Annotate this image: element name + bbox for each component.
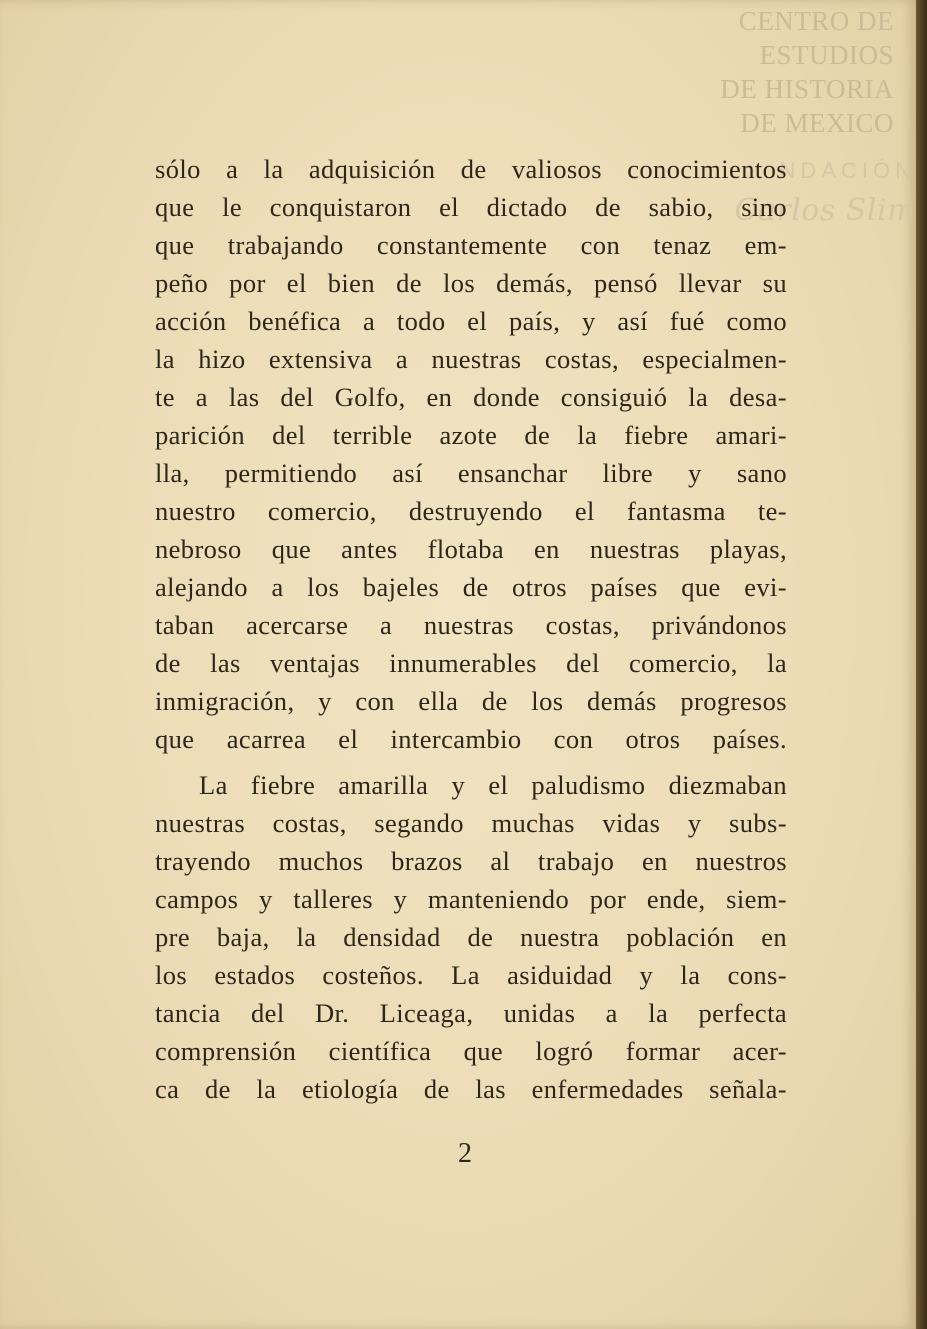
text-line: tancia del Dr. Liceaga, unidas a la perfecta — [155, 998, 787, 1028]
watermark-line: DE HISTORIA — [720, 74, 894, 104]
text-line: la hizo extensiva a nuestras costas, especialmen- — [155, 344, 787, 374]
text-line: te a las del Golfo, en donde consiguió la desa- — [155, 382, 787, 412]
text-line: alejando a los bajeles de otros países que evi- — [155, 572, 787, 602]
watermark-line: CENTRO DE — [738, 6, 894, 36]
page-edge — [916, 0, 927, 1329]
text-line: peño por el bien de los demás, pensó llevar su — [155, 268, 787, 298]
paragraph-1 — [155, 150, 787, 758]
paragraph-2 — [155, 766, 787, 1108]
text-line: que acarrea el intercambio con otros países. — [155, 724, 787, 754]
text-line: lla, permitiendo así ensanchar libre y sano — [155, 458, 787, 488]
text-line: taban acercarse a nuestras costas, privándonos — [155, 610, 787, 640]
text-line: de las ventajas innumerables del comercio, la — [155, 648, 787, 678]
text-line: comprensión científica que logró formar acer- — [155, 1036, 787, 1066]
text-line: nuestro comercio, destruyendo el fantasma te- — [155, 496, 787, 526]
watermark-fundacion: NDACIÓN — [779, 158, 916, 183]
text-line: sólo a la adquisición de valiosos conocimientos — [155, 154, 787, 184]
text-line: trayendo muchos brazos al trabajo en nuestros — [155, 846, 787, 876]
text-line: nebroso que antes flotaba en nuestras playas, — [155, 534, 787, 564]
text-line: La fiebre amarilla y el paludismo diezmaban — [199, 770, 787, 800]
text-line: pre baja, la densidad de nuestra población en — [155, 922, 787, 952]
text-line: parición del terrible azote de la fiebre amari- — [155, 420, 787, 450]
text-line: acción benéfica a todo el país, y así fué como — [155, 306, 787, 336]
text-line: los estados costeños. La asiduidad y la cons- — [155, 960, 787, 990]
text-line: inmigración, y con ella de los demás progresos — [155, 686, 787, 716]
text-line: nuestras costas, segando muchas vidas y subs- — [155, 808, 787, 838]
paragraph-gap — [155, 758, 787, 766]
text-line: que trabajando constantemente con tenaz em- — [155, 230, 787, 260]
text-line: que le conquistaron el dictado de sabio, sino — [155, 192, 787, 222]
watermark-signature: Carlos Slim — [734, 193, 916, 228]
body-text — [155, 150, 787, 1108]
watermark-line: DE MEXICO — [740, 108, 894, 138]
text-line: campos y talleres y manteniendo por ende, siem- — [155, 884, 787, 914]
text-line: ca de la etiología de las enfermedades señala- — [155, 1074, 787, 1104]
page-number: 2 — [458, 1138, 472, 1169]
watermark-line: ESTUDIOS — [759, 40, 894, 70]
archive-watermark — [694, 4, 916, 228]
